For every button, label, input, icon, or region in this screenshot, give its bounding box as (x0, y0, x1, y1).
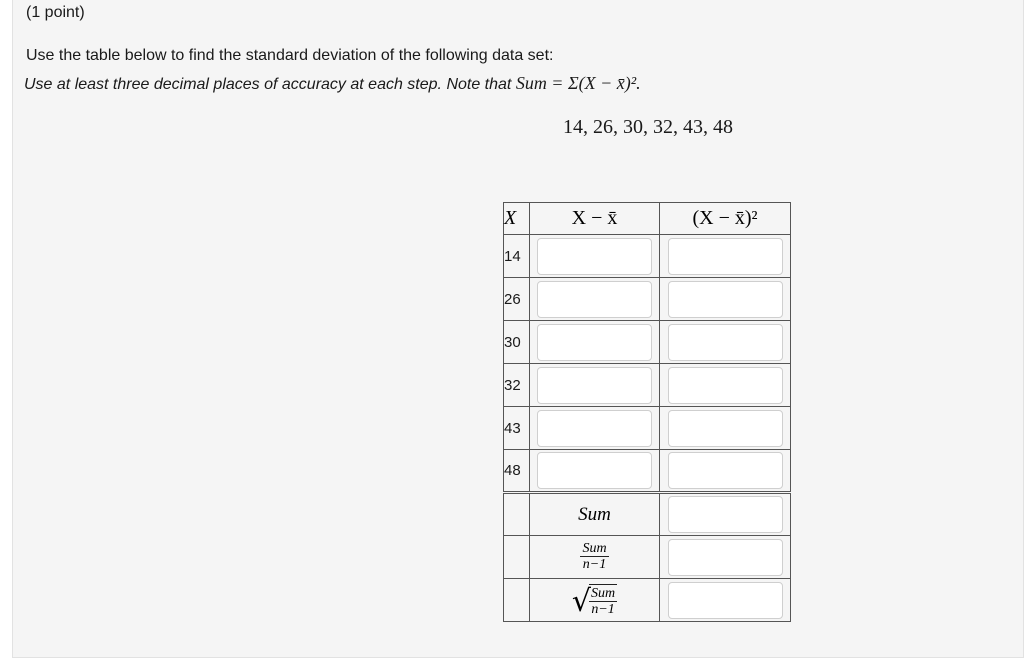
table-row (504, 407, 791, 450)
sqrt-icon: √ (571, 583, 591, 619)
std-dev-row (504, 579, 791, 622)
x-value: 26 (504, 278, 530, 321)
sum-row (504, 493, 791, 536)
std-dev-input[interactable] (668, 582, 783, 619)
sum-formula: Sum = Σ(X − x̄)². (515, 73, 641, 93)
x-value: 32 (504, 364, 530, 407)
deviation-input[interactable] (537, 452, 652, 489)
sum-input[interactable] (668, 496, 783, 533)
squared-deviation-input[interactable] (668, 324, 783, 361)
variance-input[interactable] (668, 539, 783, 576)
note-text (24, 73, 641, 94)
x-value: 14 (504, 235, 530, 278)
note-prefix: Use at least three decimal places of accuracy at each step. Note that (24, 76, 516, 93)
instruction-text: Use the table below to find the standard deviation of the following data set: (26, 47, 554, 64)
variance-fraction (580, 541, 608, 572)
sqrt-expression (572, 584, 617, 617)
squared-deviation-input[interactable] (668, 281, 783, 318)
header-squared-deviation: (X − x̄)² (660, 203, 791, 235)
variance-numerator: Sum (582, 541, 607, 556)
variance-denominator: n−1 (582, 557, 607, 572)
x-value: 43 (504, 407, 530, 450)
deviation-input[interactable] (537, 281, 652, 318)
deviation-table (503, 202, 791, 622)
squared-deviation-input[interactable] (668, 367, 783, 404)
data-set: 14, 26, 30, 32, 43, 48 (563, 116, 733, 138)
variance-row (504, 536, 791, 579)
header-row (504, 203, 791, 235)
x-value: 30 (504, 321, 530, 364)
table-row (504, 364, 791, 407)
header-x: X (504, 203, 530, 235)
deviation-input[interactable] (537, 367, 652, 404)
table-row (504, 278, 791, 321)
squared-deviation-input[interactable] (668, 238, 783, 275)
table-row (504, 235, 791, 278)
table-row (504, 450, 791, 493)
sd-numerator: Sum (591, 585, 616, 601)
squared-deviation-input[interactable] (668, 452, 783, 489)
sd-fraction (589, 584, 617, 617)
sd-denominator: n−1 (591, 601, 615, 617)
squared-deviation-input[interactable] (668, 410, 783, 447)
deviation-input[interactable] (537, 410, 652, 447)
sum-label: Sum (578, 503, 611, 525)
x-value: 48 (504, 450, 530, 493)
header-deviation: X − x̄ (530, 203, 660, 235)
deviation-input[interactable] (537, 324, 652, 361)
points-label: (1 point) (26, 4, 85, 21)
table-row (504, 321, 791, 364)
deviation-input[interactable] (537, 238, 652, 275)
